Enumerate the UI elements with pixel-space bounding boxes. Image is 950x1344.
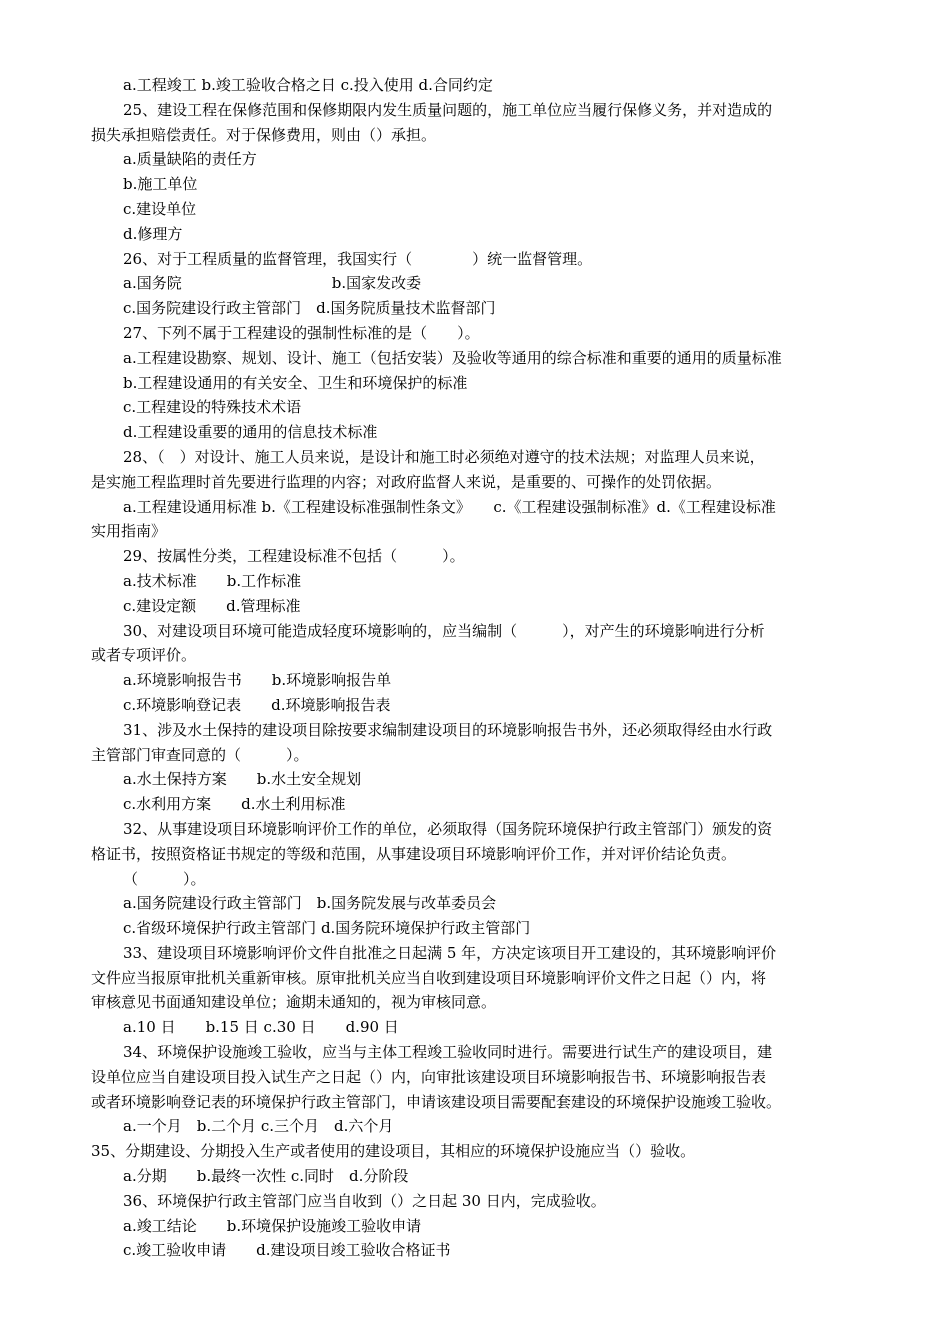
text-line: a.竣工结论 b.环境保护设施竣工验收申请: [123, 1216, 422, 1235]
text-line: a.质量缺陷的责任方: [123, 150, 257, 169]
text-line: c.工程建设的特殊技术术语: [123, 398, 302, 417]
text-line: 或者专项评价。: [91, 646, 197, 665]
text-line: a.工程建设通用标准 b.《工程建设标准强制性条文》 c.《工程建设强制标准》d.《工程建设标准: [123, 497, 776, 516]
text-line: d.工程建设重要的通用的信息技术标准: [123, 423, 378, 442]
text-line: 27、下列不属于工程建设的强制性标准的是（ ）。: [123, 323, 480, 342]
text-line: 28、（ ）对设计、施工人员来说，是设计和施工时必须绝对遵守的技术法规；对监理人员来说，: [123, 447, 765, 466]
text-line: a.技术标准 b.工作标准: [123, 571, 302, 590]
text-line: c.水利用方案 d.水土利用标准: [123, 795, 346, 814]
text-line: 25、建设工程在保修范围和保修期限内发生质量问题的，施工单位应当履行保修义务，并对造成的: [123, 100, 773, 119]
text-line: 30、对建设项目环境可能造成轻度环境影响的，应当编制（ ），对产生的环境影响进行分析: [123, 621, 765, 640]
text-line: a.一个月 b.二个月 c.三个月 d.六个月: [123, 1117, 394, 1136]
document-page: [91, 73, 859, 1263]
text-line: a.国务院建设行政主管部门 b.国务院发展与改革委员会: [123, 894, 497, 913]
text-line: 34、环境保护设施竣工验收，应当与主体工程竣工验收同时进行。需要进行试生产的建设项目，建: [123, 1043, 773, 1062]
text-line: 主管部门审查同意的（ ）。: [91, 745, 309, 764]
text-line: a.分期 b.最终一次性 c.同时 d.分阶段: [123, 1167, 409, 1186]
text-line: 33、建设项目环境影响评价文件自批准之日起满 5 年，方决定该项目开工建设的，其环境影响评价: [123, 943, 777, 962]
text-line: a.工程建设勘察、规划、设计、施工（包括安装）及验收等通用的综合标准和重要的通用的质量标准: [123, 348, 782, 367]
text-line: 26、对于工程质量的监督管理，我国实行（ ）统一监督管理。: [123, 249, 593, 268]
text-line: 或者环境影响登记表的环境保护行政主管部门，申请该建设项目需要配套建设的环境保护设施竣工验收。: [91, 1092, 782, 1111]
text-line: b.工程建设通用的有关安全、卫生和环境保护的标准: [123, 373, 468, 392]
text-line: （ ）。: [123, 869, 206, 888]
text-line: a.国务院 b.国家发改委: [123, 274, 422, 293]
text-line: d.修理方: [123, 224, 183, 243]
text-line: b.施工单位: [123, 175, 198, 194]
text-line: a.10 日 b.15 日 c.30 日 d.90 日: [123, 1018, 399, 1037]
text-line: c.建设定额 d.管理标准: [123, 596, 301, 615]
text-line: 31、涉及水土保持的建设项目除按要求编制建设项目的环境影响报告书外，还必须取得经由水行政: [123, 720, 773, 739]
text-line: c.省级环境保护行政主管部门 d.国务院环境保护行政主管部门: [123, 919, 531, 938]
text-line: 32、从事建设项目环境影响评价工作的单位，必须取得（国务院环境保护行政主管部门）颁发的资: [123, 819, 773, 838]
text-line: a.环境影响报告书 b.环境影响报告单: [123, 671, 392, 690]
text-line: 文件应当报原审批机关重新审核。原审批机关应当自收到建设项目环境影响评价文件之日起（）内，将: [91, 968, 767, 987]
text-line: 设单位应当自建设项目投入试生产之日起（）内，向审批该建设项目环境影响报告书、环境影响报告表: [91, 1067, 767, 1086]
text-line: 实用指南》: [91, 522, 167, 541]
text-line: c.国务院建设行政主管部门 d.国务院质量技术监督部门: [123, 299, 496, 318]
text-line: c.建设单位: [123, 199, 197, 218]
text-line: 损失承担赔偿责任。对于保修费用，则由（）承担。: [91, 125, 437, 144]
text-line: a.水土保持方案 b.水土安全规划: [123, 770, 362, 789]
text-line: 36、环境保护行政主管部门应当自收到（）之日起 30 日内，完成验收。: [123, 1191, 606, 1210]
text-line: 格证书，按照资格证书规定的等级和范围，从事建设项目环境影响评价工作，并对评价结论负责。: [91, 844, 737, 863]
text-line: 审核意见书面通知建设单位；逾期未通知的，视为审核同意。: [91, 993, 497, 1012]
text-line: 是实施工程监理时首先要进行监理的内容；对政府监督人来说，是重要的、可操作的处罚依据。: [91, 472, 722, 491]
text-line: 29、按属性分类，工程建设标准不包括（ ）。: [123, 547, 465, 566]
text-line: c.环境影响登记表 d.环境影响报告表: [123, 695, 391, 714]
text-line: a.工程竣工 b.竣工验收合格之日 c.投入使用 d.合同约定: [123, 76, 493, 94]
text-line: c.竣工验收申请 d.建设项目竣工验收合格证书: [123, 1241, 451, 1260]
text-line: 35、分期建设、分期投入生产或者使用的建设项目，其相应的环境保护设施应当（）验收。: [91, 1142, 696, 1161]
